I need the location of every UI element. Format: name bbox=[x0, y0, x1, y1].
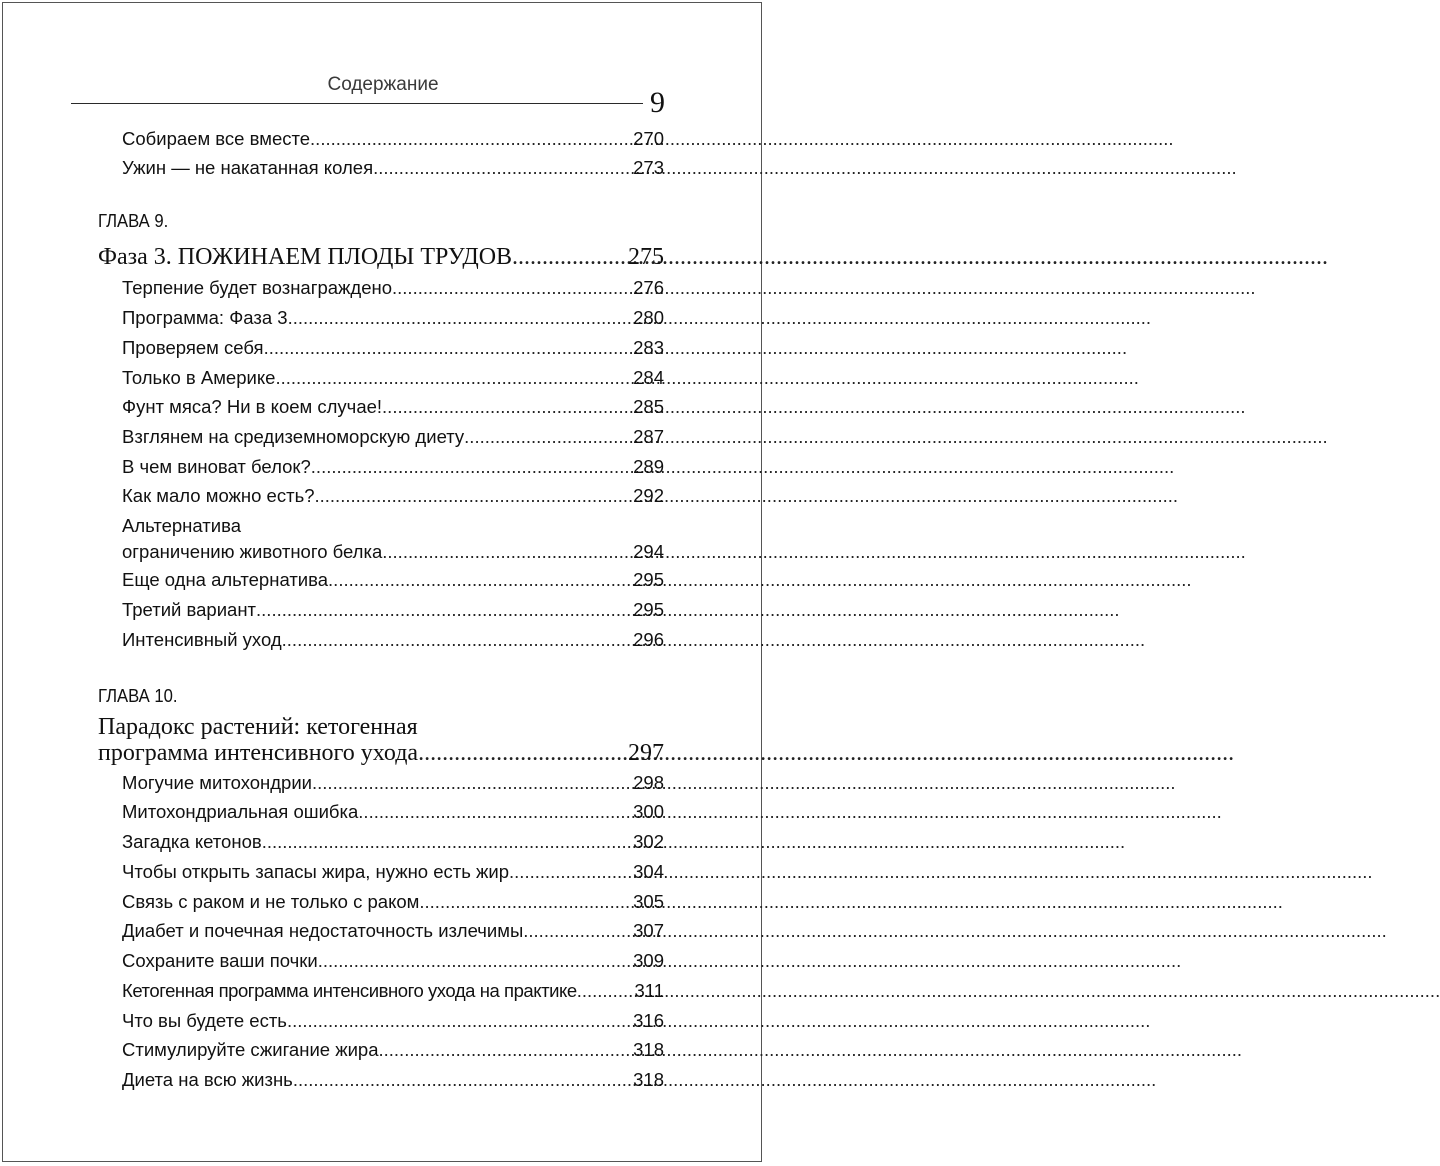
leader-dots bbox=[464, 424, 633, 450]
leader-dots bbox=[288, 305, 634, 331]
toc-entry[interactable] bbox=[122, 513, 664, 565]
toc-entry-title: Как мало можно есть? bbox=[122, 485, 315, 506]
toc-entry-page: 273 bbox=[633, 157, 664, 178]
toc-entry-title: Могучие митохондрии bbox=[122, 772, 313, 793]
toc-entry-title: Чтобы открыть запасы жира, нужно есть жир bbox=[122, 861, 510, 882]
toc-entry-page: 280 bbox=[633, 307, 664, 328]
leader-dots bbox=[328, 567, 633, 593]
header-rule bbox=[71, 103, 643, 104]
chapter-title-text-continued: программа интенсивного ухода bbox=[98, 740, 419, 766]
toc-entry[interactable] bbox=[122, 305, 664, 331]
toc-entry[interactable] bbox=[122, 627, 664, 653]
toc-entry[interactable] bbox=[122, 567, 664, 593]
toc-entry[interactable] bbox=[122, 483, 664, 509]
toc-entry-title: Ужин — не накатанная колея bbox=[122, 157, 374, 178]
toc-entry-title: Что вы будете есть bbox=[122, 1010, 287, 1031]
chapter-title-text: Парадокс растений: кетогенная bbox=[98, 714, 418, 740]
toc-entry[interactable] bbox=[122, 859, 664, 885]
toc-entry-page: 318 bbox=[633, 1069, 664, 1090]
leader-dots bbox=[287, 1008, 633, 1034]
chapter-page: 275 bbox=[628, 244, 664, 270]
toc-entry-title: Митохондриальная ошибка bbox=[122, 801, 359, 822]
toc-entry-page: 311 bbox=[634, 980, 664, 1001]
toc-entry-page: 270 bbox=[633, 128, 664, 149]
toc-entry[interactable] bbox=[122, 597, 664, 623]
toc-entry-page: 302 bbox=[633, 831, 664, 852]
toc-entry-title: Кетогенная программа интенсивного ухода на практике bbox=[122, 980, 577, 1001]
toc-entry-title: Альтернатива bbox=[122, 515, 241, 536]
toc-entry-page: 318 bbox=[633, 1039, 664, 1060]
toc-entry-title: Еще одна альтернатива bbox=[122, 569, 329, 590]
toc-entry-title-continued: ограничению животного белка bbox=[122, 541, 383, 562]
toc-entry-title: Диабет и почечная недостаточность излечимы bbox=[122, 920, 524, 941]
toc-entry-title: Терпение будет вознаграждено bbox=[122, 277, 393, 298]
leader-dots bbox=[392, 275, 633, 301]
leader-dots bbox=[358, 799, 633, 825]
toc-entry-page: 289 bbox=[633, 456, 664, 477]
leader-dots bbox=[311, 454, 633, 480]
chapter-title-text: Фаза 3. ПОЖИНАЕМ ПЛОДЫ ТРУДОВ bbox=[98, 244, 513, 270]
leader-dots bbox=[264, 335, 634, 361]
toc-entry-title: Загадка кетонов bbox=[122, 831, 262, 852]
toc-entry-page: 295 bbox=[633, 569, 664, 590]
toc-entry[interactable] bbox=[122, 126, 664, 152]
toc-entry[interactable] bbox=[122, 365, 664, 391]
toc-entry[interactable] bbox=[122, 394, 664, 420]
toc-entry-title: Фунт мяса? Ни в коем случае! bbox=[122, 396, 383, 417]
leader-dots bbox=[315, 483, 634, 509]
toc-entry-page: 276 bbox=[633, 277, 664, 298]
toc-entry-title: Только в Америке bbox=[122, 367, 276, 388]
toc-entry-page: 287 bbox=[633, 426, 664, 447]
leader-dots bbox=[509, 859, 633, 885]
toc-entry-page: 300 bbox=[633, 801, 664, 822]
chapter-label: ГЛАВА 10. bbox=[98, 685, 178, 706]
leader-dots bbox=[382, 394, 633, 420]
leader-dots bbox=[512, 244, 624, 270]
toc-entry[interactable] bbox=[122, 948, 664, 974]
toc-entry-page: 295 bbox=[633, 599, 664, 620]
toc-entry[interactable] bbox=[122, 829, 664, 855]
leader-dots bbox=[523, 918, 633, 944]
leader-dots bbox=[419, 889, 633, 915]
leader-dots bbox=[382, 539, 633, 565]
toc-entry-page: 296 bbox=[633, 629, 664, 650]
chapter-page: 297 bbox=[628, 740, 664, 766]
toc-entry-title: В чем виноват белок? bbox=[122, 456, 311, 477]
toc-entry-title: Взглянем на средиземноморскую диету bbox=[122, 426, 465, 447]
toc-entry[interactable] bbox=[122, 424, 664, 450]
leader-dots bbox=[418, 740, 624, 766]
leader-dots bbox=[310, 126, 633, 152]
toc-entry-title: Проверяем себя bbox=[122, 337, 264, 358]
leader-dots bbox=[293, 1067, 633, 1093]
toc-entry-title: Третий вариант bbox=[122, 599, 257, 620]
toc-entry[interactable] bbox=[122, 978, 664, 1004]
toc-entry-title: Сохраните ваши почки bbox=[122, 950, 318, 971]
running-head: Содержание bbox=[327, 74, 439, 95]
toc-entry-page: 294 bbox=[633, 541, 664, 562]
chapter-title[interactable] bbox=[98, 244, 664, 270]
leader-dots bbox=[379, 1037, 634, 1063]
toc-entry-title: Связь с раком и не только с раком bbox=[122, 891, 420, 912]
toc-entry-page: 292 bbox=[633, 485, 664, 506]
chapter-label: ГЛАВА 9. bbox=[98, 210, 169, 231]
toc-entry[interactable] bbox=[122, 275, 664, 301]
toc-entry-title: Программа: Фаза 3 bbox=[122, 307, 288, 328]
page-number: 9 bbox=[650, 86, 665, 119]
leader-dots bbox=[262, 829, 633, 855]
leader-dots bbox=[373, 155, 633, 181]
leader-dots bbox=[256, 597, 633, 623]
toc-entry-title: Диета на всю жизнь bbox=[122, 1069, 293, 1090]
toc-entry[interactable] bbox=[122, 454, 664, 480]
toc-entry[interactable] bbox=[122, 799, 664, 825]
leader-dots bbox=[312, 770, 633, 796]
toc-entry-page: 304 bbox=[633, 861, 664, 882]
chapter-title[interactable] bbox=[98, 714, 664, 766]
toc-entry[interactable] bbox=[122, 1067, 664, 1093]
leader-dots bbox=[577, 978, 635, 1004]
toc-entry-page: 305 bbox=[633, 891, 664, 912]
toc-entry-title: Стимулируйте сжигание жира bbox=[122, 1039, 379, 1060]
toc-entry-page: 284 bbox=[633, 367, 664, 388]
toc-entry[interactable] bbox=[122, 155, 664, 181]
leader-dots bbox=[275, 365, 633, 391]
toc-entry[interactable] bbox=[122, 770, 664, 796]
toc-entry-title: Собираем все вместе bbox=[122, 128, 311, 149]
toc-entry-page: 298 bbox=[633, 772, 664, 793]
toc-entry[interactable] bbox=[122, 889, 664, 915]
toc-entry-page: 307 bbox=[633, 920, 664, 941]
toc-entry-page: 283 bbox=[633, 337, 664, 358]
leader-dots bbox=[282, 627, 633, 653]
toc-entry-title: Интенсивный уход bbox=[122, 629, 282, 650]
toc-entry[interactable] bbox=[122, 918, 664, 944]
leader-dots bbox=[318, 948, 633, 974]
toc-entry[interactable] bbox=[122, 1037, 664, 1063]
toc-entry-page: 316 bbox=[633, 1010, 664, 1031]
toc-entry-page: 285 bbox=[633, 396, 664, 417]
toc-entry[interactable] bbox=[122, 1008, 664, 1034]
toc-entry[interactable] bbox=[122, 335, 664, 361]
toc-entry-page: 309 bbox=[633, 950, 664, 971]
